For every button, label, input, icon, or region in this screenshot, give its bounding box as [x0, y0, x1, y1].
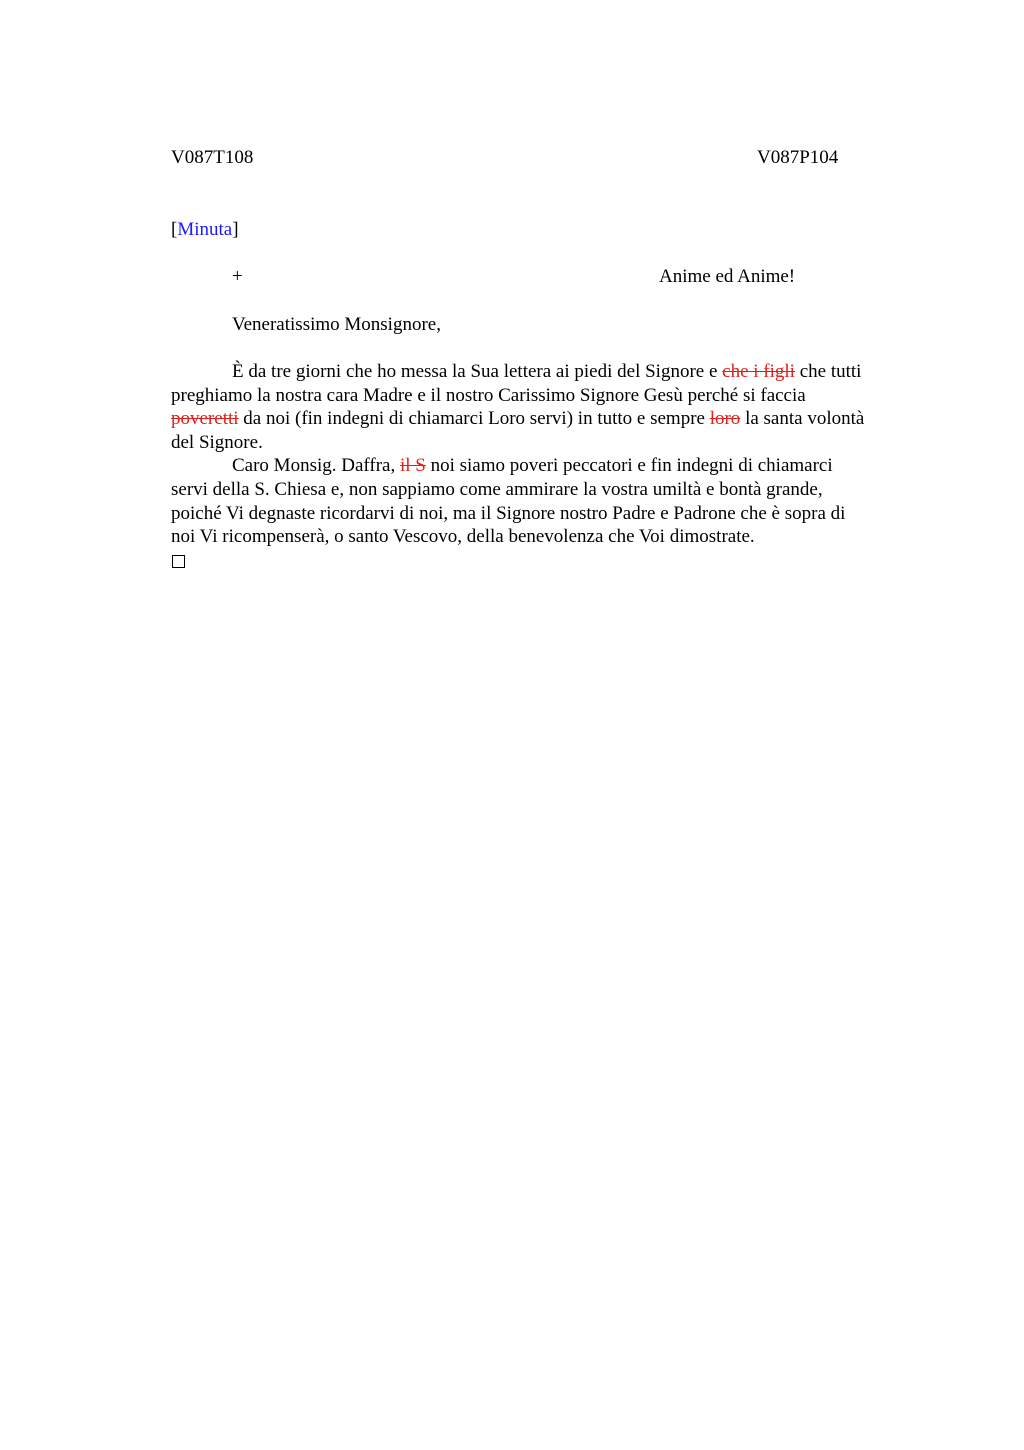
minuta-note [171, 218, 239, 242]
deleted-text: loro [709, 408, 741, 430]
paragraph-1-line-2: preghiamo la nostra cara Madre e il nostro Carissimo Signore Gesù perché si faccia [171, 384, 806, 406]
deleted-text: che i figli [722, 361, 795, 382]
minuta-label: Minuta [177, 219, 233, 240]
deleted-text: il S [399, 455, 426, 477]
paragraph-2-line-1 [171, 454, 931, 478]
paragraph-2-line-3: poiché Vi degnaste ricordarvi di noi, ma il Signore nostro Padre e Padrone che è sopra di [171, 502, 846, 524]
paragraph-2 [171, 454, 931, 548]
text-segment: che tutti [794, 361, 862, 382]
text-segment: da noi (fin indegni di chiamarci Loro servi) in tutto e sempre [238, 408, 710, 430]
deleted-text: poveretti [171, 408, 239, 430]
text-segment: Caro Monsig. Daffra, [232, 455, 400, 477]
letter-body [171, 360, 931, 549]
paragraph-1 [171, 360, 931, 454]
paragraph-1-line-4: del Signore. [171, 431, 263, 453]
text-segment: È da tre giorni che ho messa la Sua lettera ai piedi del Signore e [232, 361, 723, 382]
text-segment: noi siamo poveri peccatori e fin indegni di chiamarci [425, 455, 833, 477]
salutation: Veneratissimo Monsignore, [232, 314, 441, 335]
paragraph-1-line-1 [171, 360, 931, 384]
document-code-left: V087T108 [171, 147, 254, 168]
paragraph-1-line-3 [171, 407, 931, 431]
text-segment: la santa volontà [740, 408, 865, 430]
heading-exclamation: Anime ed Anime! [659, 266, 796, 287]
bracket-open: [ [171, 219, 178, 240]
square-box-icon [172, 555, 185, 568]
cross-symbol: + [232, 266, 243, 287]
paragraph-2-line-4: noi Vi ricompenserà, o santo Vescovo, della benevolenza che Voi dimostrate. [171, 526, 755, 548]
paragraph-2-line-2: servi della S. Chiesa e, non sappiamo come ammirare la vostra umiltà e bontà grande, [171, 478, 823, 500]
document-code-right: V087P104 [757, 147, 839, 168]
bracket-close: ] [232, 219, 239, 240]
